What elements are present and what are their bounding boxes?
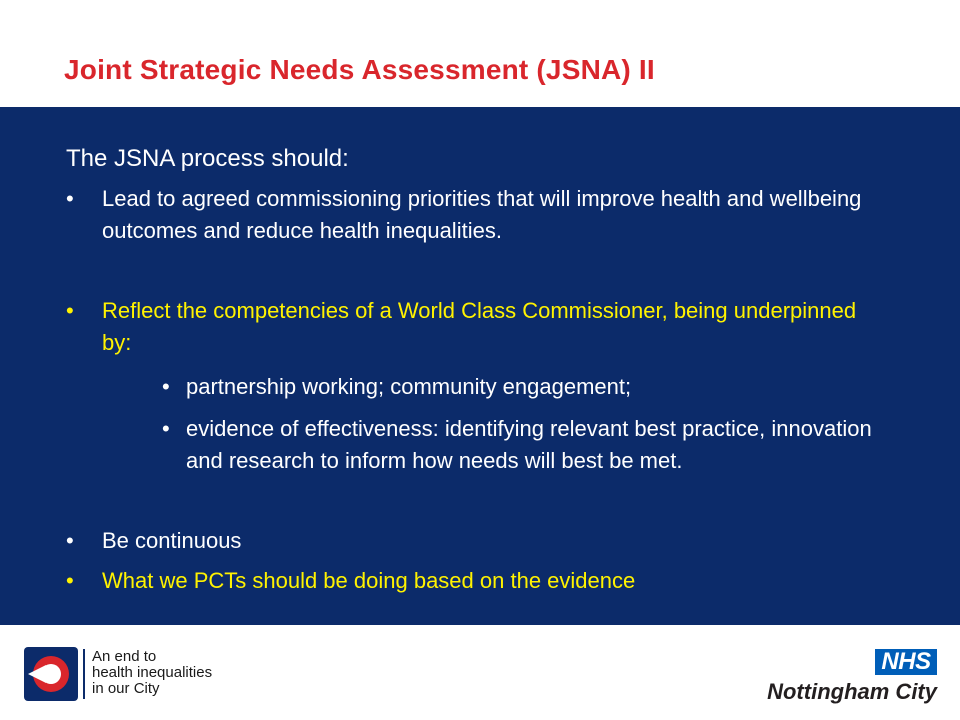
bullet-text: What we PCTs should be doing based on the evidence [102, 568, 636, 593]
bullet-text: Be continuous [102, 528, 242, 553]
nhs-org-name: Nottingham City [767, 679, 937, 704]
bullet-text: Lead to agreed commissioning priorities that will improve health and wellbeing outcomes and reduce health inequalities. [102, 186, 862, 243]
campaign-logo-icon [24, 647, 78, 701]
bullet-item [66, 565, 866, 597]
bullet-item [66, 295, 866, 359]
bullet-dot: • [66, 568, 74, 593]
nhs-logo: NHS [875, 649, 937, 675]
bullet-dot: • [66, 186, 74, 211]
tagline-line: An end to [92, 648, 157, 665]
bullet-dot: • [162, 416, 170, 441]
bullet-item [66, 183, 866, 247]
footer [0, 625, 960, 720]
bullet-text: Reflect the competencies of a World Class Commissioner, being underpinned by: [102, 298, 857, 355]
campaign-tagline [92, 649, 212, 697]
bullet-text: partnership working; community engagement; [186, 374, 632, 399]
bullet-item [66, 525, 866, 557]
bullet-dot: • [162, 374, 170, 399]
slide-title: Joint Strategic Needs Assessment (JSNA) II [64, 54, 655, 85]
campaign-divider [83, 649, 85, 699]
bullet-dot: • [66, 298, 74, 323]
sub-bullet-item [162, 413, 882, 477]
bullet-dot: • [66, 528, 74, 553]
tagline-line: health inequalities [92, 664, 213, 681]
content-panel [0, 107, 960, 625]
tagline-line: in our City [92, 680, 160, 697]
intro-text: The JSNA process should: [66, 145, 349, 172]
sub-bullet-item [162, 371, 882, 403]
bullet-text: evidence of effectiveness: identifying relevant best practice, innovation and research to inform how needs will best be met. [186, 416, 872, 473]
